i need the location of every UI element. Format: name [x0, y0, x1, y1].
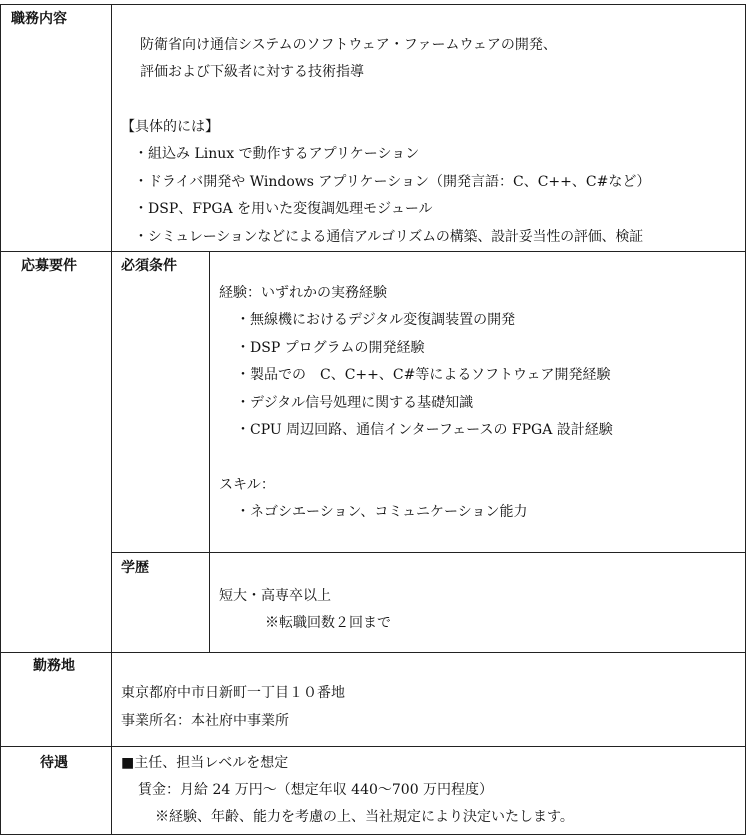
row-label-requirements: 応募要件 [21, 258, 77, 274]
job-subheading: 【具体的には】 [121, 119, 219, 135]
education-line: 短大・高専卒以上 [219, 588, 331, 604]
row-label-location: 勤務地 [33, 658, 75, 674]
treatment-note: ※経験、年齢、能力を考慮の上、当社規定により決定いたします。 [155, 809, 574, 825]
job-line: ・シミュレーションなどによる通信アルゴリズムの構築、設計妥当性の評価、検証 [134, 229, 643, 245]
required-line: ・ネゴシエーション、コミュニケーション能力 [236, 504, 528, 520]
required-line: 経験：いずれかの実務経験 [219, 285, 387, 301]
job-line: 防衛省向け通信システムのソフトウェア・ファームウェアの開発、 [140, 37, 557, 53]
education-label: 学歴 [121, 560, 149, 576]
row-label-treatment: 待遇 [40, 755, 68, 771]
job-line: ・組込み Linux で動作するアプリケーション [134, 146, 420, 162]
required-line: ・無線機におけるデジタル変復調装置の開発 [236, 312, 516, 328]
required-line: ・DSP プログラムの開発経験 [236, 340, 425, 356]
education-note: ※転職回数２回まで [265, 615, 391, 631]
table-border-left [0, 4, 1, 835]
required-label: 必須条件 [121, 258, 177, 274]
location-line: 事業所名：本社府中事業所 [121, 713, 289, 729]
treatment-line: ■主任、担当レベルを想定 [121, 755, 289, 771]
row-label-job: 職務内容 [11, 11, 67, 27]
job-line: ・ドライバ開発や Windows アプリケーション（開発言語：C、C++、C#など） [134, 174, 651, 190]
column-divider [209, 251, 210, 652]
treatment-line: 賃金：月給 24 万円～（想定年収 440～700 万円程度） [138, 782, 494, 798]
row-divider [112, 552, 746, 553]
skill-heading: スキル： [219, 477, 275, 493]
required-line: ・CPU 周辺回路、通信インターフェースの FPGA 設計経験 [236, 422, 613, 438]
required-line: ・製品での C、C++、C#等によるソフトウェア開発経験 [236, 367, 611, 383]
required-line: ・デジタル信号処理に関する基礎知識 [236, 395, 474, 411]
job-line: ・DSP、FPGA を用いた変復調処理モジュール [134, 201, 433, 217]
job-line: 評価および下級者に対する技術指導 [140, 64, 364, 80]
location-line: 東京都府中市日新町一丁目１０番地 [121, 685, 345, 701]
column-divider [111, 4, 112, 835]
